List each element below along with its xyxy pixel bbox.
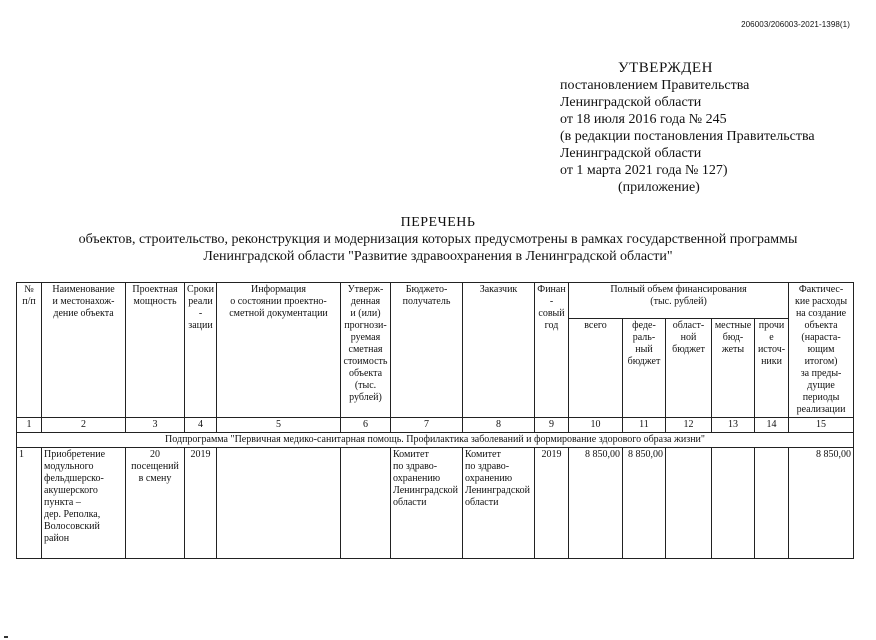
column-number: 15 <box>789 418 854 433</box>
cell-estimated-cost <box>341 448 391 559</box>
cell-total: 8 850,00 <box>569 448 623 559</box>
subprogram-title: Подпрограмма "Первичная медико-санитарная помощь. Профилактика заболеваний и формирование здорового образа жизни" <box>17 433 854 448</box>
cell-year: 2019 <box>535 448 569 559</box>
document-registration-code: 206003/206003-2021-1398(1) <box>741 20 850 29</box>
cell-object-name: Приобретение модульного фельдшерско- акушерского пункта – дер. Реполка, Волосовский район <box>42 448 126 559</box>
cell-recipient: Комитет по здраво- охранению Ленинградской области <box>391 448 463 559</box>
cell-customer: Комитет по здраво- охранению Ленинградской области <box>463 448 535 559</box>
header-total: всего <box>569 319 623 418</box>
approval-stamp <box>560 60 815 196</box>
header-actual-costs: Фактичес- кие расходы на создание объекта (нараста- ющим итогом) за преды- дущие периоды реализации <box>789 283 854 418</box>
approval-line: Ленинградской области <box>560 146 702 161</box>
table-header-row <box>17 283 854 319</box>
header-customer: Заказчик <box>463 283 535 418</box>
column-number: 6 <box>341 418 391 433</box>
cell-capacity: 20 посещений в смену <box>126 448 185 559</box>
column-number: 11 <box>623 418 666 433</box>
column-number: 7 <box>391 418 463 433</box>
column-number: 14 <box>755 418 789 433</box>
approval-heading: УТВЕРЖДЕН <box>618 60 713 76</box>
header-estimated-cost: Утверж- денная и (или) прогнози- руемая сметная стоимость объекта (тыс. рублей) <box>341 283 391 418</box>
header-financing-group: Полный объем финансирования (тыс. рублей) <box>569 283 789 319</box>
title-main: ПЕРЕЧЕНЬ <box>400 215 476 230</box>
header-recipient: Бюджето- получатель <box>391 283 463 418</box>
column-number: 3 <box>126 418 185 433</box>
header-num: № п/п <box>17 283 42 418</box>
cell-federal: 8 850,00 <box>623 448 666 559</box>
header-term: Сроки реали- зации <box>185 283 217 418</box>
header-local: местные бюд- жеты <box>712 319 755 418</box>
approval-appendix: (приложение) <box>618 180 700 195</box>
objects-table <box>16 282 854 559</box>
header-year: Финан- совый год <box>535 283 569 418</box>
column-number: 12 <box>666 418 712 433</box>
column-number: 8 <box>463 418 535 433</box>
approval-line: Ленинградской области <box>560 95 702 110</box>
header-capacity: Проектная мощность <box>126 283 185 418</box>
column-number: 2 <box>42 418 126 433</box>
approval-line: от 1 марта 2021 года № 127) <box>560 163 728 178</box>
header-documentation: Информация о состоянии проектно- сметной документации <box>217 283 341 418</box>
cell-actual-costs: 8 850,00 <box>789 448 854 559</box>
header-name: Наименование и местонахож- дение объекта <box>42 283 126 418</box>
document-title <box>0 214 876 265</box>
approval-line: от 18 июля 2016 года № 245 <box>560 112 727 127</box>
column-number: 9 <box>535 418 569 433</box>
column-number: 4 <box>185 418 217 433</box>
header-regional: област- ной бюджет <box>666 319 712 418</box>
cell-local <box>712 448 755 559</box>
cell-term: 2019 <box>185 448 217 559</box>
header-federal: феде- раль- ный бюджет <box>623 319 666 418</box>
cell-documentation <box>217 448 341 559</box>
cell-num: 1 <box>17 448 42 559</box>
title-line-1: объектов, строительство, реконструкция и модернизация которых предусмотрены в рамках государственной программы <box>78 232 798 247</box>
column-number: 10 <box>569 418 623 433</box>
column-number: 1 <box>17 418 42 433</box>
approval-line: (в редакции постановления Правительства <box>560 129 815 144</box>
column-number: 13 <box>712 418 755 433</box>
approval-line: постановлением Правительства <box>560 78 750 93</box>
column-numbers-row <box>17 418 854 433</box>
column-number: 5 <box>217 418 341 433</box>
table-row <box>17 448 854 559</box>
subprogram-row <box>17 433 854 448</box>
scan-mark <box>4 636 8 638</box>
cell-other <box>755 448 789 559</box>
header-other: прочие источ- ники <box>755 319 789 418</box>
title-line-2: Ленинградской области "Развитие здравоохранения в Ленинградской области" <box>203 249 673 264</box>
cell-regional <box>666 448 712 559</box>
